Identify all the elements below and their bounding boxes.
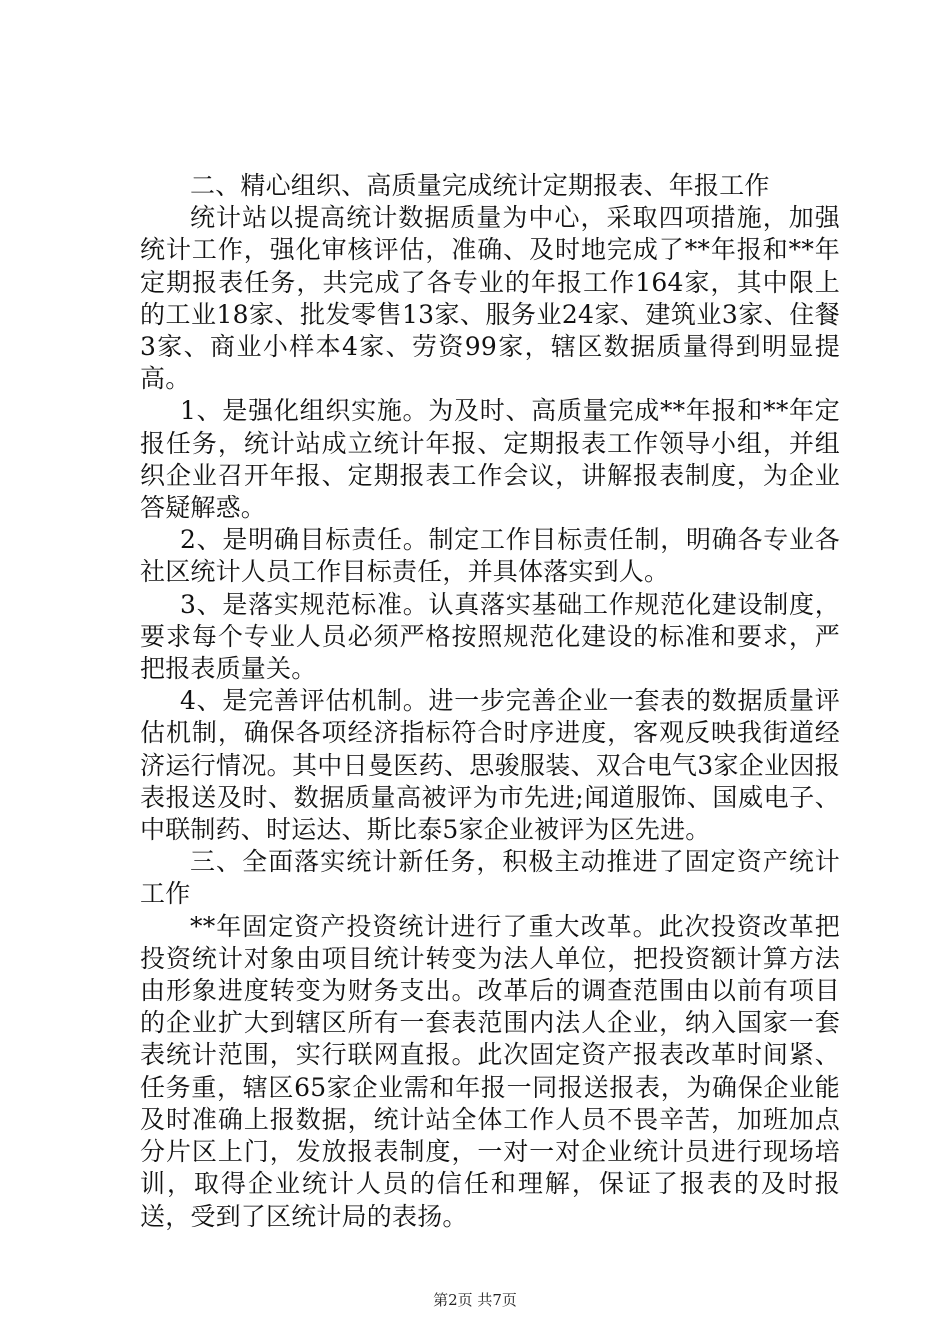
page-number: 第2页 共7页: [433, 1291, 517, 1309]
body-paragraph: 统计站以提高统计数据质量为中心，采取四项措施，加强统计工作，强化审核评估，准确、及时地完成了**年报和**年定期报表任务，共完成了各专业的年报工作164家，其中限上的工业18家、批发零售13家、服务业24家、建筑业3家、住餐3家、商业小样本4家、劳资99家，辖区数据质量得到明显提高。: [140, 203, 840, 394]
measure-item-2: 2、是明确目标责任。制定工作目标责任制，明确各专业各社区统计人员工作目标责任，并具体落实到人。: [140, 525, 840, 587]
measure-item-4: 4、是完善评估机制。进一步完善企业一套表的数据质量评估机制，确保各项经济指标符合时序进度，客观反映我街道经济运行情况。其中日曼医药、思骏服装、双合电气3家企业因报表报送及时、数据质量高被评为市先进;闻道服饰、国威电子、中联制药、时运达、斯比泰5家企业被评为区先进。: [140, 686, 840, 845]
section-heading-2: 二、精心组织、高质量完成统计定期报表、年报工作: [190, 171, 770, 200]
document-body: [140, 170, 840, 1233]
section-heading-3: 三、全面落实统计新任务，积极主动推进了固定资产统计工作: [140, 847, 840, 909]
measure-item-1: 1、是强化组织实施。为及时、高质量完成**年报和**年定报任务，统计站成立统计年报、定期报表工作领导小组，并组织企业召开年报、定期报表工作会议，讲解报表制度，为企业答疑解惑。: [140, 396, 840, 523]
body-paragraph-fixed-assets: **年固定资产投资统计进行了重大改革。此次投资改革把投资统计对象由项目统计转变为法人单位，把投资额计算方法由形象进度转变为财务支出。改革后的调查范围由以前有项目的企业扩大到辖区所有一套表范围内法人企业，纳入国家一套表统计范围，实行联网直报。此次固定资产报表改革时间紧、任务重，辖区65家企业需和年报一同报送报表，为确保企业能及时准确上报数据，统计站全体工作人员不畏辛苦，加班加点分片区上门，发放报表制度，一对一对企业统计员进行现场培训，取得企业统计人员的信任和理解，保证了报表的及时报送，受到了区统计局的表扬。: [140, 911, 840, 1231]
measure-item-3: 3、是落实规范标准。认真落实基础工作规范化建设制度，要求每个专业人员必须严格按照规范化建设的标准和要求，严把报表质量关。: [140, 589, 840, 684]
